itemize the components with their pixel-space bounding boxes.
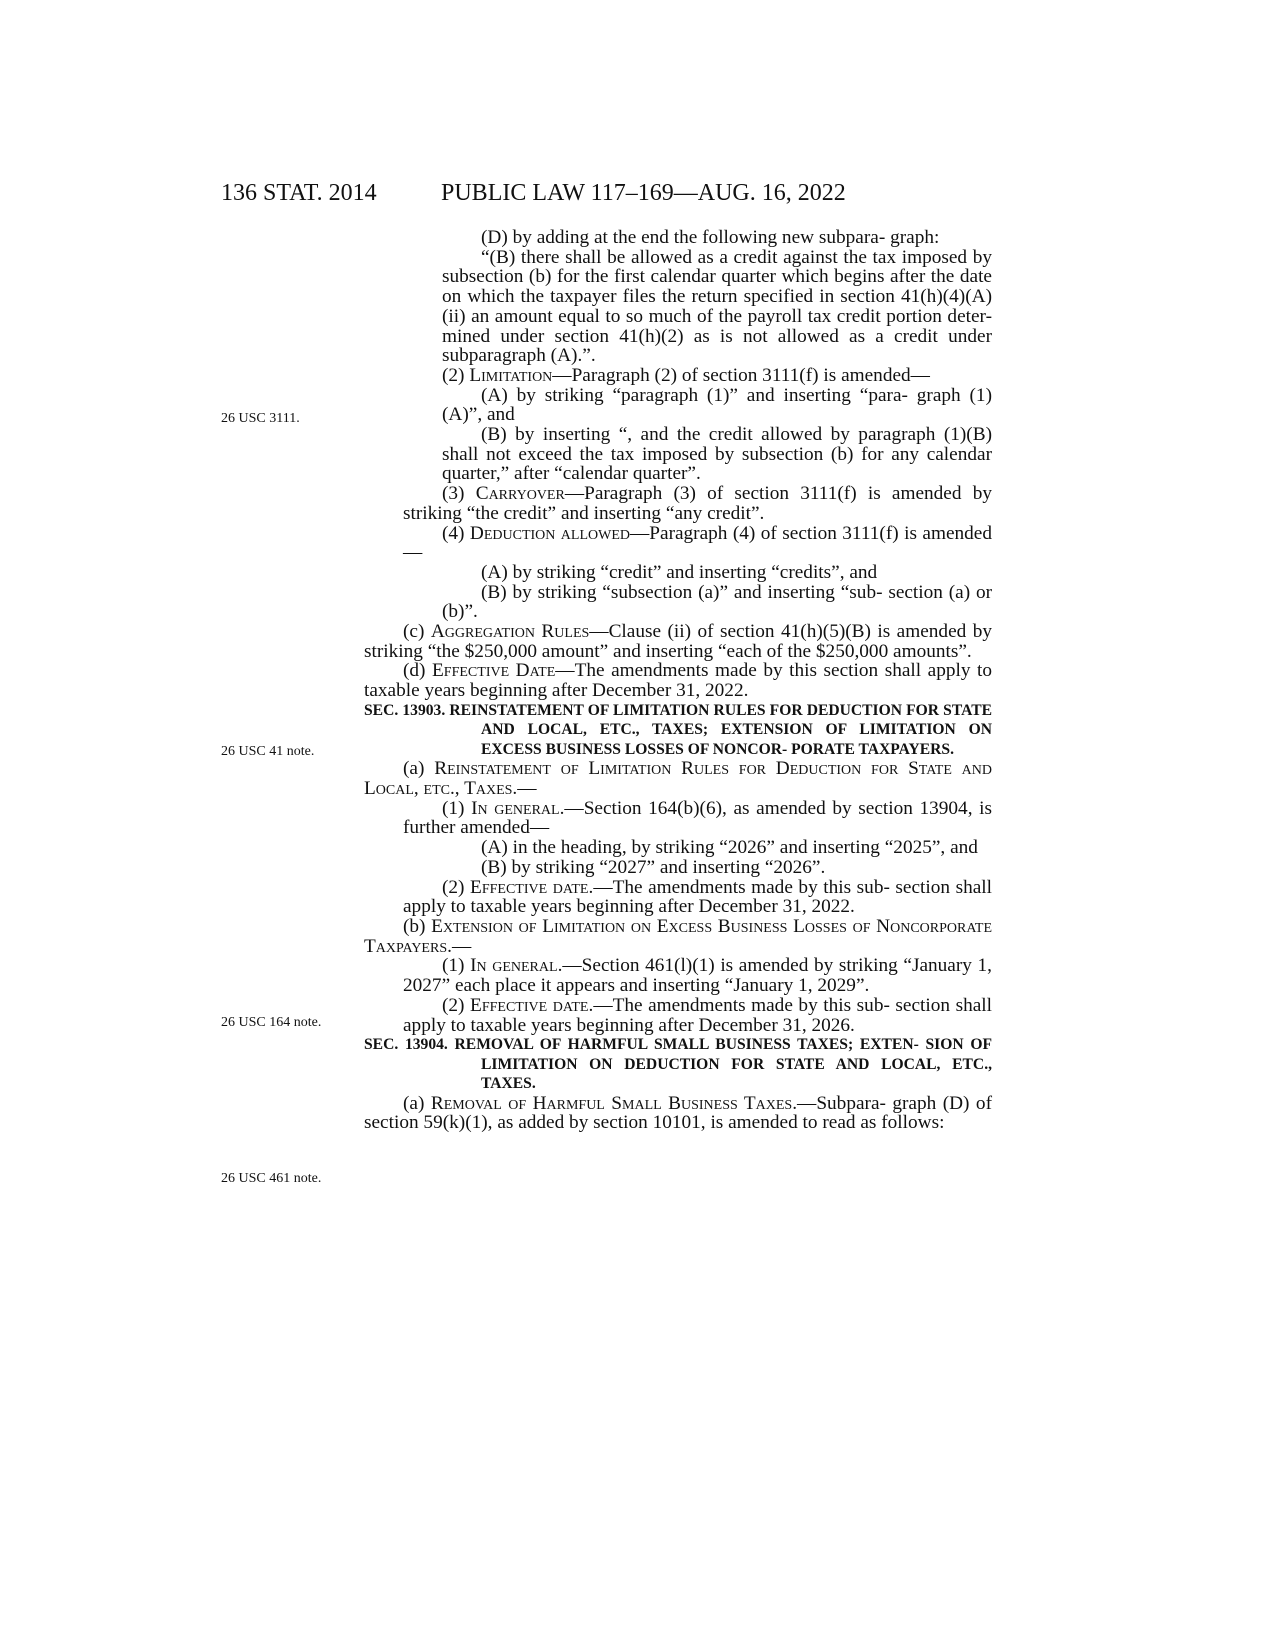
paragraph: (B) by striking “subsection (a)” and inserting “sub- section (a) or (b)”.	[442, 581, 992, 623]
paragraph: (A) by striking “credit” and inserting “credits”, and	[481, 561, 878, 583]
paragraph: (d) Effective Date—The amendments made by this section shall apply to taxable years beginning after December 31, 2022.	[364, 660, 993, 702]
stat-page-number: 136 STAT. 2014	[221, 180, 377, 206]
margin-note: 26 USC 41 note.	[221, 744, 315, 759]
paragraph: (4) Deduction allowed—Paragraph (4) of section 3111(f) is amended—	[403, 522, 992, 564]
paragraph: (D) by adding at the end the following new subpara- graph:	[481, 227, 940, 248]
paragraph: (B) by inserting “, and the credit allowed by paragraph (1)(B) shall not exceed the tax imposed by subsection (b) for any calendar quarter,” after “calendar quarter”.	[442, 424, 992, 485]
margin-note: 26 USC 164 note.	[221, 1015, 322, 1030]
margin-note: 26 USC 3111.	[221, 411, 300, 426]
section-heading: SEC. 13903. REINSTATEMENT OF LIMITATION RULES FOR DEDUCTION FOR STATE AND LOCAL, ETC., TAXES; EXTENSION OF LIMITATION ON EXCESS BUSINESS LOSSES OF NONCOR- PORATE TAXPAYERS.	[364, 701, 992, 758]
paragraph: (A) in the heading, by striking “2026” and inserting “2025”, and	[481, 837, 978, 859]
paragraph: (1) In general.—Section 164(b)(6), as amended by section 13904, is further amended—	[403, 797, 992, 839]
paragraph: (B) by striking “2027” and inserting “2026”.	[481, 856, 826, 878]
paragraph: (2) Effective date.—The amendments made by this sub- section shall apply to taxable years beginning after December 31, 2022.	[403, 876, 993, 918]
paragraph: (a) Reinstatement of Limitation Rules for Deduction for State and Local, etc., Taxes.—	[364, 758, 993, 800]
paragraph: (c) Aggregation Rules—Clause (ii) of section 41(h)(5)(B) is amended by striking “the $250,000 amount” and inserting “each of the $250,000 amounts”.	[364, 621, 992, 662]
paragraph: (2) Effective date.—The amendments made by this sub- section shall apply to taxable years beginning after December 31, 2026.	[403, 994, 993, 1036]
margin-note: 26 USC 461 note.	[221, 1171, 322, 1186]
quoted-paragraph: “(B) there shall be allowed as a credit against the tax imposed by subsection (b) for the first calendar quarter which begins after the date on which the taxpayer files the return specified in section 41(h)(4)(A)(ii) an amount equal to so much of the payroll tax credit portion deter- mined under section 41(h)(2) as is not allowed as a credit under subparagraph (A).”.	[442, 246, 992, 367]
paragraph: (A) by striking “paragraph (1)” and inserting “para- graph (1)(A)”, and	[442, 384, 992, 426]
section-heading: SEC. 13904. REMOVAL OF HARMFUL SMALL BUSINESS TAXES; EXTEN- SION OF LIMITATION ON DEDUCTION FOR STATE AND LOCAL, ETC., TAXES.	[364, 1036, 992, 1093]
paragraph: (3) Carryover—Paragraph (3) of section 3111(f) is amended by striking “the credit” and inserting “any credit”.	[403, 483, 992, 524]
public-law-title: PUBLIC LAW 117–169—AUG. 16, 2022	[441, 180, 846, 206]
paragraph: (1) In general.—Section 461(l)(1) is amended by striking “January 1, 2027” each place it appears and inserting “January 1, 2029”.	[403, 955, 992, 997]
paragraph: (2) Limitation—Paragraph (2) of section 3111(f) is amended—	[442, 364, 930, 386]
paragraph: (a) Removal of Harmful Small Business Taxes.—Subpara- graph (D) of section 59(k)(1), as added by section 10101, is amended to read as follows:	[364, 1092, 992, 1134]
document-body	[364, 228, 992, 1133]
paragraph: (b) Extension of Limitation on Excess Business Losses of Noncorporate Taxpayers.—	[364, 916, 992, 957]
